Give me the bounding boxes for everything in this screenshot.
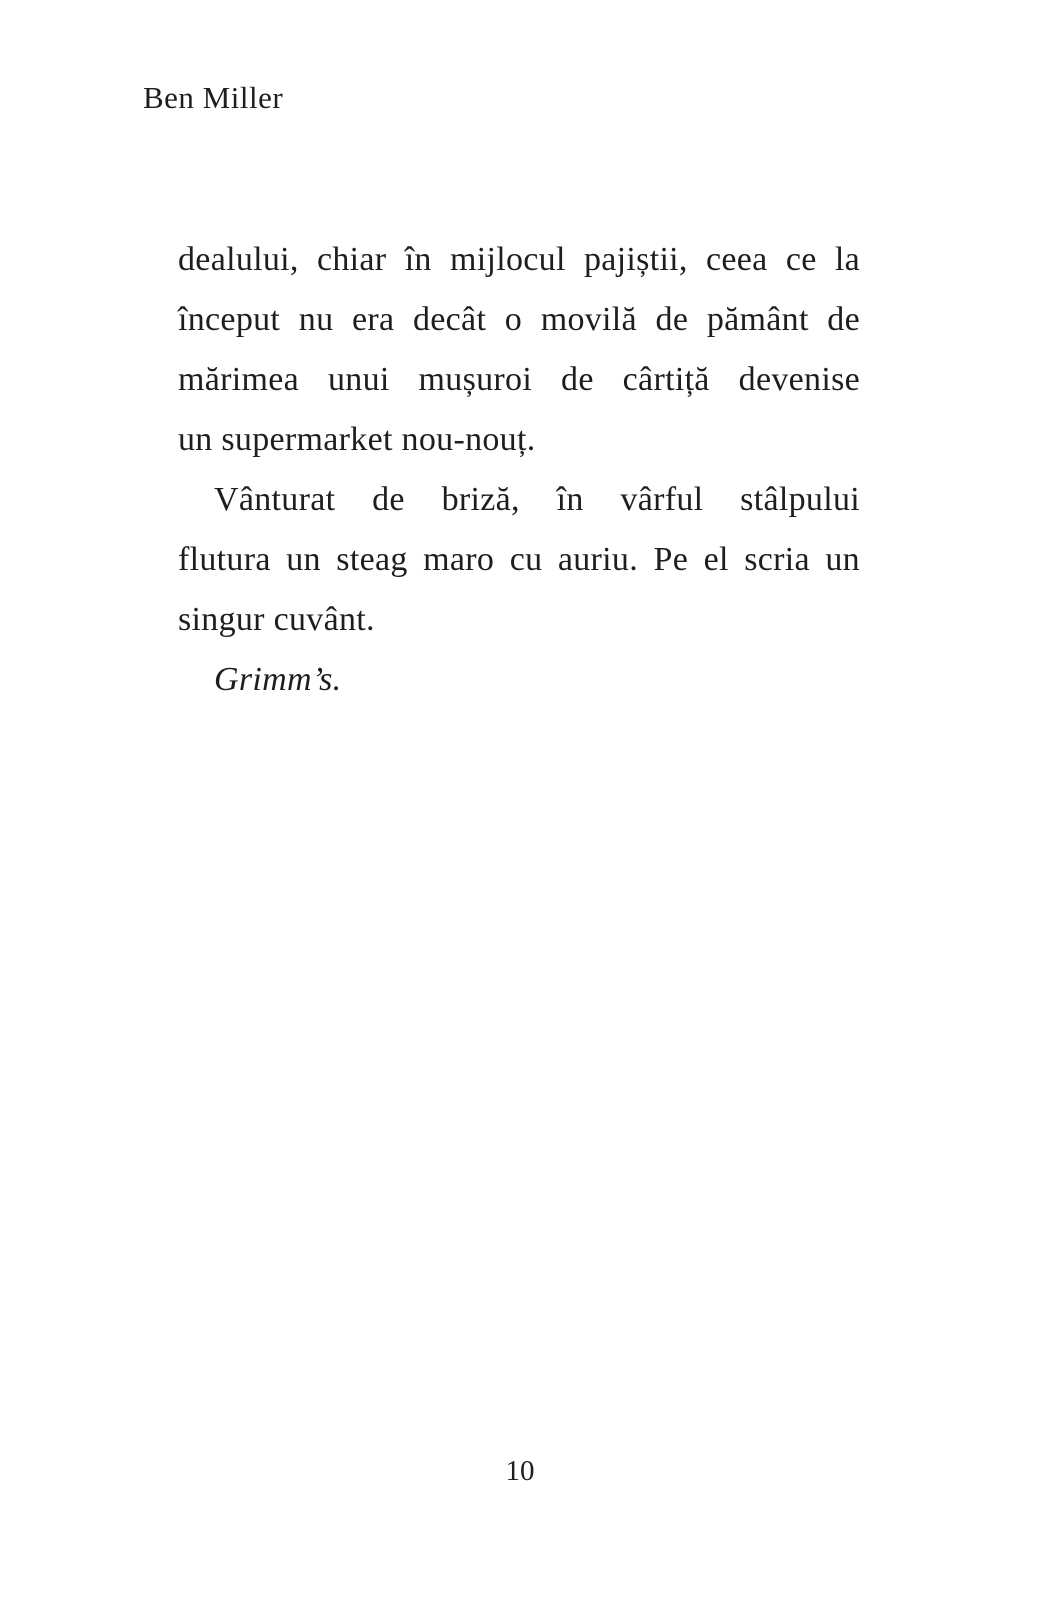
body-text [178, 230, 860, 710]
body-line: singur cuvânt. [178, 601, 375, 638]
body-line: mărimea unui mușuroi de cârtiță devenise [178, 361, 860, 398]
running-header-author: Ben Miller [143, 80, 284, 115]
body-line: un supermarket nou-nouț. [178, 421, 536, 458]
page-number: 10 [505, 1455, 535, 1487]
body-line: dealului, chiar în mijlocul pajiștii, ceea ce la [178, 241, 860, 278]
body-line: Grimm’s. [214, 661, 342, 698]
body-line: început nu era decât o movilă de pământ de [178, 301, 860, 338]
body-line: flutura un steag maro cu auriu. Pe el scria un [178, 541, 860, 578]
body-line: Vânturat de briză, în vârful stâlpului [214, 481, 860, 518]
